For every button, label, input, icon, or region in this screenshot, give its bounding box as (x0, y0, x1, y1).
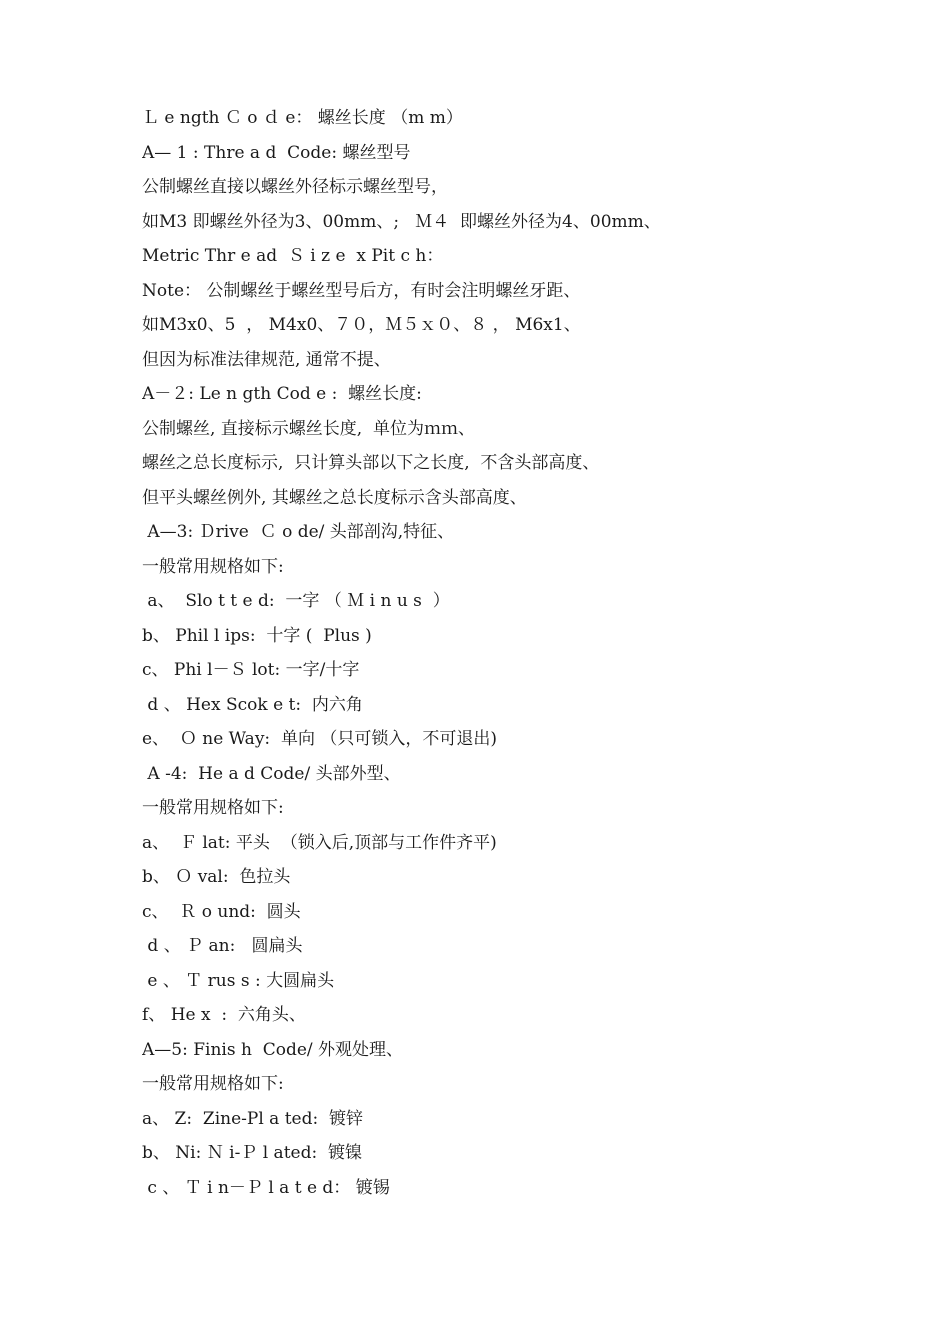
text-line-a3-heading: A—3: Ｄrive Ｃ o de/ 头部剖沟,特征、 (142, 522, 455, 542)
text-line-a1-heading: A— 1 : Thre a d Code: 螺丝型号 (142, 142, 411, 163)
text-line: Metric Thr e ad Ｓ i z e x Pit c h： (142, 246, 444, 266)
text-line-a5-heading: A—5: Finis h Code/ 外观处理、 (142, 1039, 404, 1060)
text-line: 但因为标准法律规范, 通常不提、 (142, 349, 391, 370)
text-line: 如M3 即螺丝外径为3、00mm、; Ｍ４ 即螺丝外径为4、00mm、 (142, 211, 661, 232)
list-item-head-f: f、 He x : 六角头、 (142, 1005, 306, 1025)
text-line-length-code-title: Ｌ e ngth Ｃ o ｄ e： 螺丝长度 （m m） (142, 108, 463, 128)
list-item-finish-c: c 、 Ｔ i n－Ｐ l a t e d： 镀锡 (142, 1177, 390, 1198)
list-item-drive-d: d 、 Hex Scok e t: 内六角 (142, 694, 363, 715)
list-item-finish-b: b、 Ni: Ｎ i-Ｐ l ated: 镀镍 (142, 1143, 363, 1163)
list-item-head-e: e 、 Ｔ rus s : 大圆扁头 (142, 970, 335, 991)
list-item-head-a: a、 Ｆ lat: 平头 （锁入后,顶部与工作件齐平) (142, 832, 497, 853)
text-line: 如M3x0、5 ， M4x0、７０，Ｍ５ｘ０、８ ， M6x1、 (142, 315, 581, 335)
list-item-drive-a: a、 Slo t t e d: 一字 （ Ｍ i n u s ） (142, 591, 450, 611)
text-line: 螺丝之总长度标示, 只计算头部以下之长度, 不含头部高度、 (142, 453, 600, 473)
text-line: 一般常用规格如下: (142, 1074, 284, 1094)
list-item-head-d: d 、 Ｐ an: 圆扁头 (142, 936, 303, 956)
list-item-finish-a: a、 Z: Zine-Pl a ted: 镀锌 (142, 1108, 364, 1129)
text-line-note: Note： 公制螺丝于螺丝型号后方，有时会注明螺丝牙距、 (142, 280, 581, 301)
list-item-drive-e: e、 Ｏ ne Way: 单向 （只可锁入，不可退出) (142, 729, 497, 749)
text-line-a4-heading: A -4: He a d Code/ 头部外型、 (142, 763, 401, 784)
list-item-head-b: b、 Ｏ val: 色拉头 (142, 867, 291, 887)
text-line: 一般常用规格如下: (142, 798, 284, 818)
document-body (142, 101, 862, 1205)
list-item-drive-b: b、 Phil l ips: 十字 ( Plus ) (142, 625, 372, 646)
list-item-head-c: c、 Ｒ o und: 圆头 (142, 901, 301, 922)
list-item-drive-c: c、 Phi l－Ｓ lot: 一字/十字 (142, 660, 360, 680)
text-line: 公制螺丝直接以螺丝外径标示螺丝型号， (142, 177, 448, 197)
text-line: 公制螺丝, 直接标示螺丝长度, 单位为ｍｍ、 (142, 418, 476, 439)
text-line: 一般常用规格如下: (142, 556, 284, 577)
text-line-a2-heading: A－２: Le n gth Cod e : 螺丝长度: (142, 384, 422, 404)
text-line: 但平头螺丝例外, 其螺丝之总长度标示含头部高度、 (142, 487, 527, 508)
